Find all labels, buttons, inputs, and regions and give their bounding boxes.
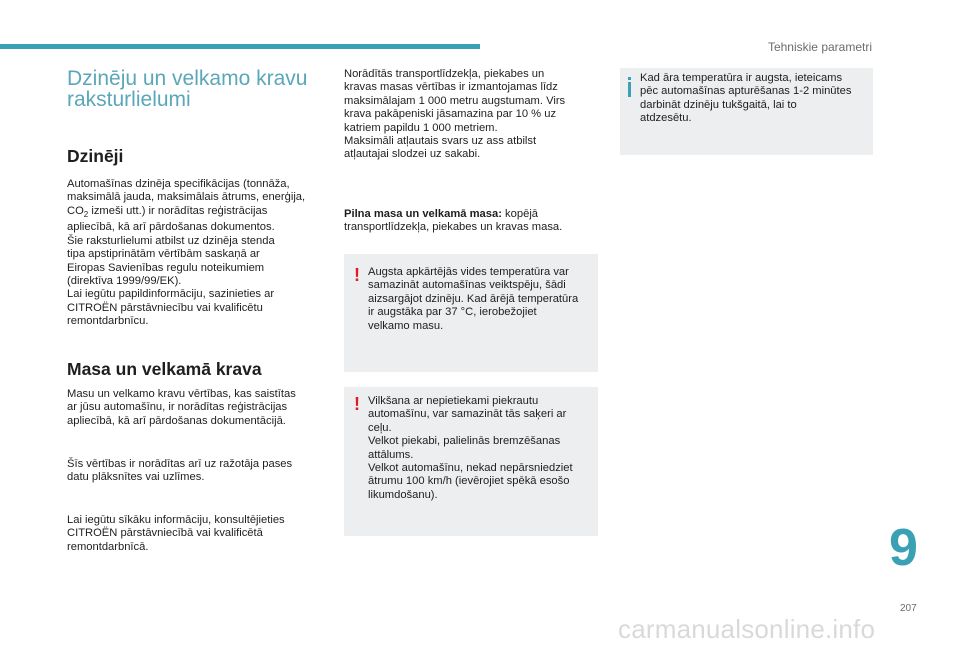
- warning-box-towing: [344, 387, 598, 536]
- warning-icon: !: [354, 394, 360, 414]
- warning-box-temperature: [344, 254, 598, 372]
- warning-icon: !: [354, 265, 360, 285]
- mass-paragraph-2-wrap: [67, 458, 337, 485]
- mass-paragraph-3: Lai iegūtu sīkāku informāciju, konsultējieties CITROËN pārstāvniecībā vai kvalificētā remontdarbnīcā.: [67, 514, 285, 553]
- total-mass-wrap: [344, 208, 604, 235]
- middle-paragraph-1: Norādītās transportlīdzekļa, piekabes un kravas masas vērtības ir izmantojamas līdz maksimālajam 1 000 metru augstumam. Virs krava pakāpeniski jāsamazina par 10 % uz katriem papildu 1 000 metriem. Maksimāli atļautais svars uz ass atbilst atļautajai slodzei uz sakabi.: [344, 68, 566, 161]
- top-accent-bar: [0, 44, 480, 49]
- engines-text-rest: izmeši utt.) ir norādītas reģistrācijas apliecībā, kā arī pārdošanas dokumentos. Šie raksturlielumi atbilst uz dzinēja stenda tipa apstiprinātām vērtībām saskaņā ar Eiropas Savienības regulu noteikumiem (direktīva 1999/99/EK). Lai iegūtu papildinformāciju, sazinieties ar CITROËN pārstāvniecību vai kvalificētu remontdarbnīcu.: [67, 204, 275, 328]
- engines-text-start: Automašīnas dzinēja specifikācijas (tonnāža, maksimālā jauda, maksimālais ātrums, enerģija, CO: [67, 178, 306, 217]
- total-mass-text: kopējā transportlīdzekļa, piekabes un kravas masa.: [344, 208, 563, 234]
- info-box: [620, 68, 873, 155]
- page-number: 207: [900, 603, 917, 614]
- mass-paragraph-3-wrap: [67, 514, 337, 554]
- engines-text: [67, 178, 337, 329]
- total-mass-paragraph: [344, 208, 604, 235]
- co2-subscript: 2: [83, 210, 89, 220]
- warning-text-towing: Vilkšana ar nepietiekami piekrautu automašīnu, var samazināt tās saķeri ar ceļu. Velkot piekabi, palielinās bremzēšanas attālums. Velkot automašīnu, nekad nepārsniedziet ātrumu 100 km/h (ievērojiet spēkā esošo likumdošanu).: [368, 395, 573, 501]
- mass-paragraph-2: Šīs vērtības ir norādītas arī uz ražotāja pases datu plāksnītes vai uzlīmes.: [67, 458, 293, 484]
- warning-text-temperature: Augsta apkārtējās vides temperatūra var samazināt automašīnas veiktspēju, šādi aizsargājot dzinēju. Kad ārējā temperatūra ir augstāka par 37 °C, ierobežojiet velkamo masu.: [368, 266, 579, 332]
- engines-heading: Dzinēji: [67, 146, 124, 166]
- total-mass-label: Pilna masa un velkamā masa:: [344, 208, 502, 220]
- watermark: carmanualsonline.info: [618, 614, 876, 644]
- mass-heading: Masa un velkamā krava: [67, 359, 262, 379]
- section-header: Tehniskie parametri: [767, 40, 872, 54]
- info-icon: [628, 82, 631, 97]
- mass-paragraph-1: Masu un velkamo kravu vērtības, kas saistītas ar jūsu automašīnu, ir norādītas reģistrācijas apliecībā, kā arī pārdošanas dokumentācijā.: [67, 388, 296, 427]
- middle-column: [344, 68, 604, 162]
- mass-section: [67, 388, 337, 428]
- chapter-number: 9: [889, 519, 918, 577]
- page-title: Dzinēju un velkamo kravu raksturlielumi: [67, 67, 308, 111]
- info-text: Kad āra temperatūra ir augsta, ieteicams pēc automašīnas apturēšanas 1-2 minūtes darbināt dzinēju tukšgaitā, lai to atdzesētu.: [640, 72, 852, 125]
